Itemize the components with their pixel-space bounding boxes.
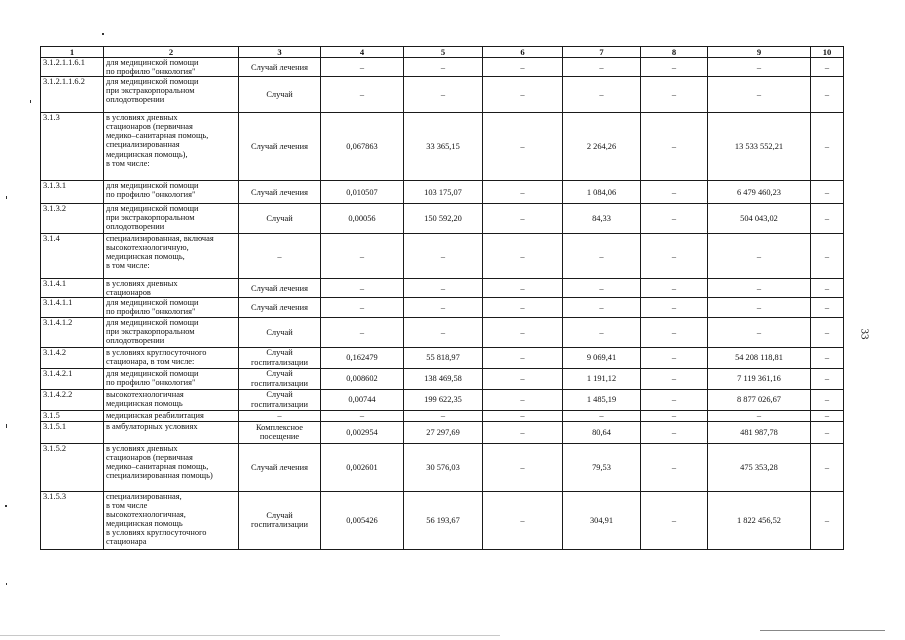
row-col9: 6 479 460,23 bbox=[708, 181, 811, 204]
row-col7: – bbox=[563, 58, 641, 77]
document-sheet bbox=[40, 46, 843, 550]
row-col4: 0,002954 bbox=[321, 421, 404, 443]
column-header: 9 bbox=[708, 47, 811, 58]
row-col6: – bbox=[483, 113, 563, 181]
row-col10: – bbox=[811, 181, 844, 204]
row-col7: 9 069,41 bbox=[563, 347, 641, 368]
row-col10: – bbox=[811, 410, 844, 421]
row-col6: – bbox=[483, 443, 563, 491]
column-header: 3 bbox=[239, 47, 321, 58]
row-code: 3.1.4.2 bbox=[41, 347, 104, 368]
row-unit: Случай госпитализации bbox=[239, 368, 321, 389]
row-col10: – bbox=[811, 58, 844, 77]
row-name: в условиях круглосуточного стационара, в том числе: bbox=[104, 347, 239, 368]
row-unit: Случай госпитализации bbox=[239, 389, 321, 410]
table-row bbox=[41, 234, 844, 279]
row-col7: 1 084,06 bbox=[563, 181, 641, 204]
row-col8: – bbox=[641, 317, 708, 347]
row-col4: 0,00744 bbox=[321, 389, 404, 410]
page-number: 33 bbox=[858, 328, 871, 340]
table-row bbox=[41, 421, 844, 443]
data-table bbox=[40, 46, 844, 550]
row-col7: 79,53 bbox=[563, 443, 641, 491]
row-col5: 56 193,67 bbox=[404, 491, 483, 549]
row-col10: – bbox=[811, 298, 844, 317]
row-col5: 55 818,97 bbox=[404, 347, 483, 368]
scan-edge-line bbox=[0, 635, 500, 636]
row-col10: – bbox=[811, 491, 844, 549]
row-col5: 138 469,58 bbox=[404, 368, 483, 389]
table-row bbox=[41, 389, 844, 410]
row-col7: – bbox=[563, 317, 641, 347]
row-col5: 27 297,69 bbox=[404, 421, 483, 443]
row-col6: – bbox=[483, 58, 563, 77]
row-col8: – bbox=[641, 113, 708, 181]
row-col8: – bbox=[641, 234, 708, 279]
row-col10: – bbox=[811, 317, 844, 347]
row-col4: – bbox=[321, 234, 404, 279]
row-unit: Случай bbox=[239, 204, 321, 234]
row-code: 3.1.4.1.2 bbox=[41, 317, 104, 347]
row-col9: 7 119 361,16 bbox=[708, 368, 811, 389]
row-col6: – bbox=[483, 389, 563, 410]
row-col8: – bbox=[641, 181, 708, 204]
row-unit: Случай bbox=[239, 77, 321, 113]
row-code: 3.1.5.1 bbox=[41, 421, 104, 443]
row-col5: – bbox=[404, 234, 483, 279]
table-row bbox=[41, 181, 844, 204]
row-code: 3.1.5.3 bbox=[41, 491, 104, 549]
row-col6: – bbox=[483, 421, 563, 443]
row-unit: Случай лечения bbox=[239, 58, 321, 77]
row-col5: 199 622,35 bbox=[404, 389, 483, 410]
row-name: для медицинской помощи по профилю "онкология" bbox=[104, 368, 239, 389]
row-col4: – bbox=[321, 58, 404, 77]
row-col8: – bbox=[641, 421, 708, 443]
row-col9: 8 877 026,67 bbox=[708, 389, 811, 410]
column-header: 5 bbox=[404, 47, 483, 58]
row-unit: – bbox=[239, 234, 321, 279]
row-col9: 504 043,02 bbox=[708, 204, 811, 234]
row-col9: 54 208 118,81 bbox=[708, 347, 811, 368]
row-col10: – bbox=[811, 347, 844, 368]
row-col8: – bbox=[641, 77, 708, 113]
row-code: 3.1.3 bbox=[41, 113, 104, 181]
row-col5: 150 592,20 bbox=[404, 204, 483, 234]
row-code: 3.1.4.1 bbox=[41, 279, 104, 298]
row-code: 3.1.3.2 bbox=[41, 204, 104, 234]
row-col8: – bbox=[641, 389, 708, 410]
row-col10: – bbox=[811, 234, 844, 279]
row-col7: 80,64 bbox=[563, 421, 641, 443]
row-name: в условиях дневных стационаров bbox=[104, 279, 239, 298]
header-row bbox=[41, 47, 844, 58]
column-header: 4 bbox=[321, 47, 404, 58]
row-col8: – bbox=[641, 298, 708, 317]
row-code: 3.1.2.1.1.6.2 bbox=[41, 77, 104, 113]
row-col5: 30 576,03 bbox=[404, 443, 483, 491]
row-unit: Случай лечения bbox=[239, 443, 321, 491]
row-col7: 84,33 bbox=[563, 204, 641, 234]
row-col4: – bbox=[321, 77, 404, 113]
table-row bbox=[41, 58, 844, 77]
row-col5: – bbox=[404, 77, 483, 113]
row-col7: 1 191,12 bbox=[563, 368, 641, 389]
scan-speck bbox=[6, 583, 7, 585]
row-col6: – bbox=[483, 317, 563, 347]
row-col8: – bbox=[641, 410, 708, 421]
row-name: для медицинской помощи по профилю "онкология" bbox=[104, 181, 239, 204]
row-name: в условиях дневных стационаров (первичная медико–санитарная помощь, специализированная помощь) bbox=[104, 443, 239, 491]
row-unit: Случай bbox=[239, 317, 321, 347]
row-code: 3.1.4.1.1 bbox=[41, 298, 104, 317]
row-col6: – bbox=[483, 347, 563, 368]
table-row bbox=[41, 298, 844, 317]
row-col8: – bbox=[641, 204, 708, 234]
row-name: специализированная, в том числе высокотехнологичная, медицинская помощь в условиях круглосуточного стационара bbox=[104, 491, 239, 549]
row-name: медицинская реабилитация bbox=[104, 410, 239, 421]
row-col6: – bbox=[483, 77, 563, 113]
row-name: в условиях дневных стационаров (первичная медико–санитарная помощь, специализированная медицинская помощь), в том числе: bbox=[104, 113, 239, 181]
row-col8: – bbox=[641, 368, 708, 389]
table-row bbox=[41, 368, 844, 389]
row-name: специализированная, включая высокотехнологичную, медицинская помощь, в том числе: bbox=[104, 234, 239, 279]
row-name: высокотехнологичная медицинская помощь bbox=[104, 389, 239, 410]
row-col6: – bbox=[483, 298, 563, 317]
row-col10: – bbox=[811, 443, 844, 491]
row-col7: – bbox=[563, 234, 641, 279]
row-col5: 33 365,15 bbox=[404, 113, 483, 181]
row-col4: – bbox=[321, 298, 404, 317]
row-col8: – bbox=[641, 491, 708, 549]
row-col7: 1 485,19 bbox=[563, 389, 641, 410]
row-col5: – bbox=[404, 279, 483, 298]
row-col4: 0,067863 bbox=[321, 113, 404, 181]
row-col6: – bbox=[483, 368, 563, 389]
row-col8: – bbox=[641, 58, 708, 77]
row-name: в амбулаторных условиях bbox=[104, 421, 239, 443]
row-col7: 2 264,26 bbox=[563, 113, 641, 181]
row-col6: – bbox=[483, 234, 563, 279]
table-row bbox=[41, 77, 844, 113]
row-unit: Случай госпитализации bbox=[239, 347, 321, 368]
table-row bbox=[41, 113, 844, 181]
row-col9: – bbox=[708, 279, 811, 298]
row-unit: Случай лечения bbox=[239, 279, 321, 298]
row-col7: – bbox=[563, 77, 641, 113]
row-col7: – bbox=[563, 410, 641, 421]
row-col4: 0,008602 bbox=[321, 368, 404, 389]
row-col6: – bbox=[483, 181, 563, 204]
row-col4: 0,010507 bbox=[321, 181, 404, 204]
row-col10: – bbox=[811, 368, 844, 389]
row-unit: Случай лечения bbox=[239, 113, 321, 181]
row-col9: – bbox=[708, 298, 811, 317]
column-header: 6 bbox=[483, 47, 563, 58]
row-code: 3.1.4.2.2 bbox=[41, 389, 104, 410]
table-row bbox=[41, 279, 844, 298]
row-col9: – bbox=[708, 58, 811, 77]
row-col9: 13 533 552,21 bbox=[708, 113, 811, 181]
row-code: 3.1.4.2.1 bbox=[41, 368, 104, 389]
row-col4: – bbox=[321, 279, 404, 298]
row-col4: – bbox=[321, 317, 404, 347]
column-header: 1 bbox=[41, 47, 104, 58]
row-col10: – bbox=[811, 113, 844, 181]
scan-speck bbox=[5, 505, 7, 507]
row-code: 3.1.5 bbox=[41, 410, 104, 421]
row-col8: – bbox=[641, 443, 708, 491]
row-col10: – bbox=[811, 421, 844, 443]
table-row bbox=[41, 443, 844, 491]
row-unit: Случай лечения bbox=[239, 298, 321, 317]
row-col9: 475 353,28 bbox=[708, 443, 811, 491]
row-col7: – bbox=[563, 279, 641, 298]
row-col8: – bbox=[641, 347, 708, 368]
row-col10: – bbox=[811, 77, 844, 113]
row-unit: – bbox=[239, 410, 321, 421]
scan-speck bbox=[6, 424, 7, 428]
row-name: для медицинской помощи при экстракорпоральном оплодотворении bbox=[104, 77, 239, 113]
table-row bbox=[41, 317, 844, 347]
row-code: 3.1.2.1.1.6.1 bbox=[41, 58, 104, 77]
row-col5: – bbox=[404, 298, 483, 317]
row-col5: 103 175,07 bbox=[404, 181, 483, 204]
row-code: 3.1.5.2 bbox=[41, 443, 104, 491]
row-col4: 0,002601 bbox=[321, 443, 404, 491]
scan-speck bbox=[102, 33, 104, 35]
row-col10: – bbox=[811, 204, 844, 234]
row-col9: – bbox=[708, 77, 811, 113]
table-row bbox=[41, 347, 844, 368]
row-col6: – bbox=[483, 279, 563, 298]
table-row bbox=[41, 204, 844, 234]
row-col4: – bbox=[321, 410, 404, 421]
row-col9: – bbox=[708, 410, 811, 421]
column-header: 10 bbox=[811, 47, 844, 58]
row-col6: – bbox=[483, 204, 563, 234]
row-col4: 0,162479 bbox=[321, 347, 404, 368]
row-col4: 0,00056 bbox=[321, 204, 404, 234]
row-unit: Случай лечения bbox=[239, 181, 321, 204]
row-col9: – bbox=[708, 234, 811, 279]
scan-edge-line bbox=[760, 630, 885, 631]
row-col9: – bbox=[708, 317, 811, 347]
row-name: для медицинской помощи при экстракорпоральном оплодотворении bbox=[104, 317, 239, 347]
row-col7: – bbox=[563, 298, 641, 317]
scan-speck bbox=[30, 100, 31, 103]
row-col5: – bbox=[404, 410, 483, 421]
row-unit: Случай госпитализации bbox=[239, 491, 321, 549]
scan-speck bbox=[6, 196, 7, 199]
table-row bbox=[41, 491, 844, 549]
row-code: 3.1.3.1 bbox=[41, 181, 104, 204]
row-unit: Комплексное посещение bbox=[239, 421, 321, 443]
row-col10: – bbox=[811, 279, 844, 298]
row-name: для медицинской помощи по профилю "онкология" bbox=[104, 58, 239, 77]
row-col9: 1 822 456,52 bbox=[708, 491, 811, 549]
row-name: для медицинской помощи при экстракорпоральном оплодотворении bbox=[104, 204, 239, 234]
table-row bbox=[41, 410, 844, 421]
row-col7: 304,91 bbox=[563, 491, 641, 549]
row-col4: 0,005426 bbox=[321, 491, 404, 549]
column-header: 2 bbox=[104, 47, 239, 58]
row-col5: – bbox=[404, 317, 483, 347]
column-header: 7 bbox=[563, 47, 641, 58]
row-col10: – bbox=[811, 389, 844, 410]
column-header: 8 bbox=[641, 47, 708, 58]
row-col6: – bbox=[483, 410, 563, 421]
row-col8: – bbox=[641, 279, 708, 298]
row-code: 3.1.4 bbox=[41, 234, 104, 279]
row-col5: – bbox=[404, 58, 483, 77]
row-name: для медицинской помощи по профилю "онкология" bbox=[104, 298, 239, 317]
row-col6: – bbox=[483, 491, 563, 549]
row-col9: 481 987,78 bbox=[708, 421, 811, 443]
